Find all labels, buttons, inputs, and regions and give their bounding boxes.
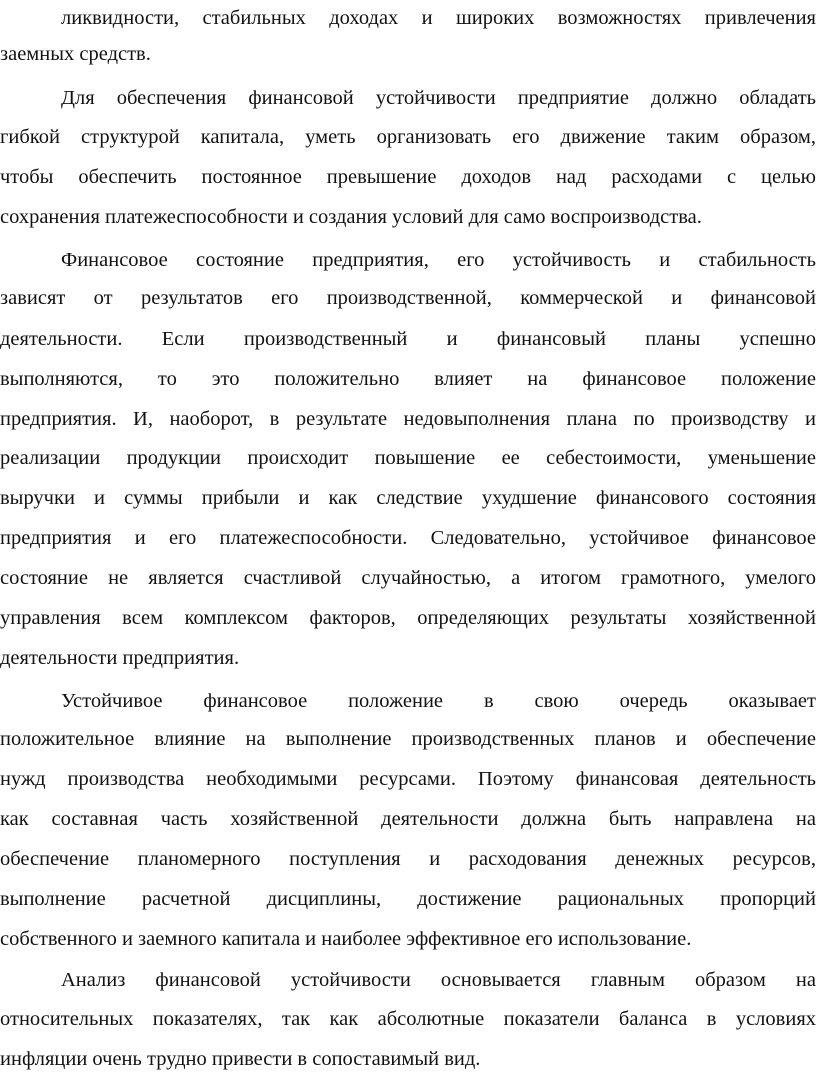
- text-line: выручки и суммы прибыли и как следствие ухудшение финансового состояния: [0, 487, 816, 509]
- text-line: деятельности предприятия.: [0, 647, 240, 669]
- text-line: обеспечение планомерного поступления и расходования денежных ресурсов,: [0, 848, 816, 870]
- text-line: Анализ финансовой устойчивости основывается главным образом на: [61, 969, 816, 991]
- text-line: Для обеспечения финансовой устойчивости предприятие должно обладать: [61, 87, 816, 109]
- text-line: чтобы обеспечить постоянное превышение доходов над расходами с целью: [0, 166, 816, 188]
- text-line: выполнение расчетной дисциплины, достижение рациональных пропорций: [0, 888, 816, 910]
- text-line: как составная часть хозяйственной деятельности должна быть направлена на: [0, 808, 816, 830]
- text-line: реализации продукции происходит повышение ее себестоимости, уменьшение: [0, 447, 816, 469]
- text-line: относительных показателях, так как абсолютные показатели баланса в условиях: [0, 1008, 816, 1030]
- text-line: положительное влияние на выполнение производственных планов и обеспечение: [0, 728, 816, 750]
- text-line: гибкой структурой капитала, уметь организовать его движение таким образом,: [0, 126, 816, 148]
- text-line: инфляции очень трудно привести в сопоставимый вид.: [0, 1048, 481, 1070]
- text-line: состояние не является счастливой случайностью, а итогом грамотного, умелого: [0, 567, 816, 589]
- text-line: Устойчивое финансовое положение в свою очередь оказывает: [61, 690, 816, 712]
- text-line: предприятия. И, наоборот, в результате недовыполнения плана по производству и: [0, 408, 816, 430]
- text-line: сохранения платежеспособности и создания условий для само воспроизводства.: [0, 206, 702, 228]
- text-line: деятельности. Если производственный и финансовый планы успешно: [0, 328, 816, 350]
- text-line: зависят от результатов его производственной, коммерческой и финансовой: [0, 287, 816, 309]
- text-line: заемных средств.: [0, 43, 151, 65]
- text-line: выполняются, то это положительно влияет на финансовое положение: [0, 368, 816, 390]
- text-line: нужд производства необходимыми ресурсами. Поэтому финансовая деятельность: [0, 768, 816, 790]
- text-line: ликвидности, стабильных доходах и широких возможностях привлечения: [61, 7, 816, 29]
- text-line: собственного и заемного капитала и наиболее эффективное его использование.: [0, 928, 692, 950]
- text-line: управления всем комплексом факторов, определяющих результаты хозяйственной: [0, 607, 816, 629]
- text-line: Финансовое состояние предприятия, его устойчивость и стабильность: [61, 249, 816, 271]
- text-line: предприятия и его платежеспособности. Следовательно, устойчивое финансовое: [0, 527, 816, 549]
